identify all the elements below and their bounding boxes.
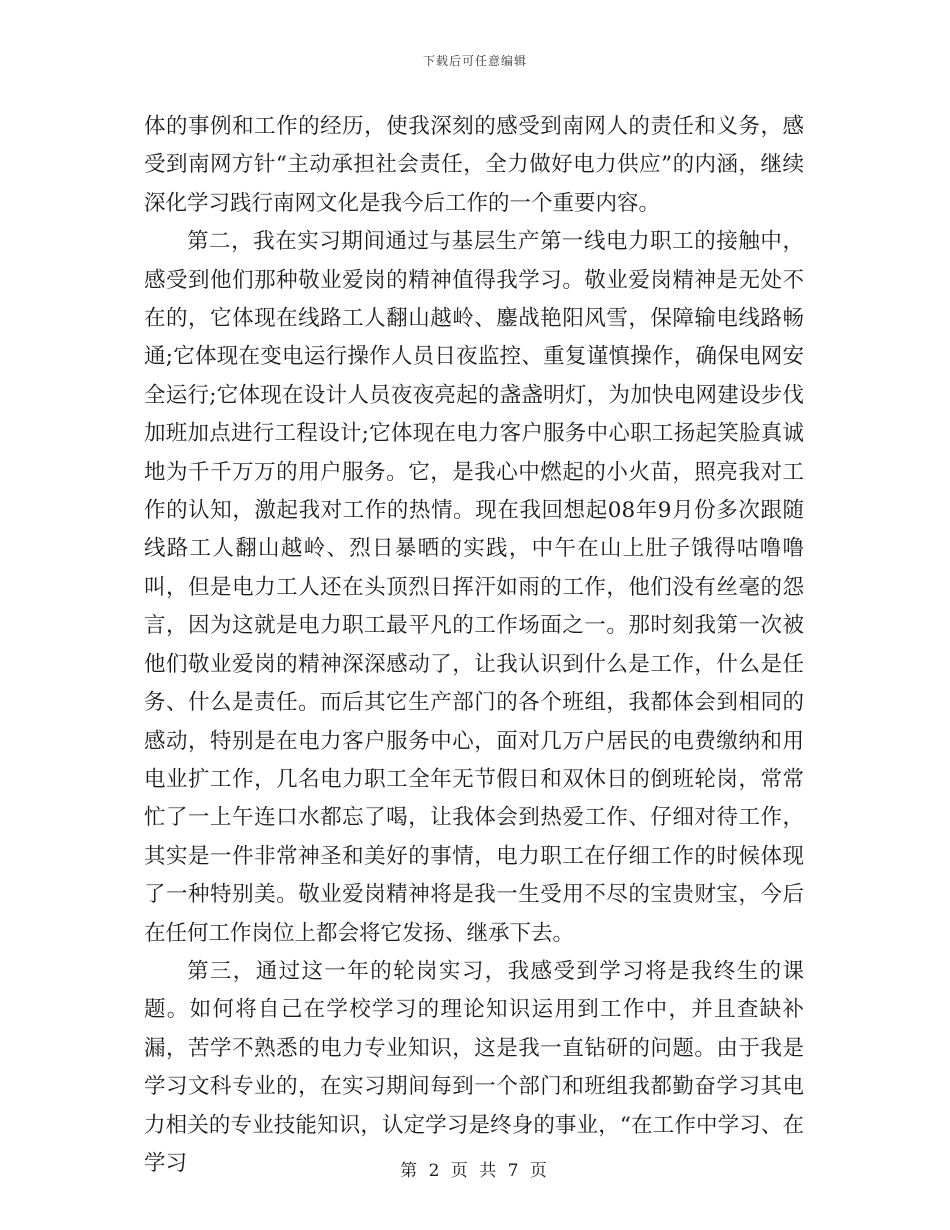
paragraph-third-point: 第三，通过这一年的轮岗实习，我感受到学习将是我终生的课题。如何将自己在学校学习的理论知识运用到工作中，并且查缺补漏，苦学不熟悉的电力专业知识，这是我一直钻研的问题。由于我是学习文科专业的，在实习期间每到一个部门和班组我都勤奋学习其电力相关的专业技能知识，认定学习是终身的事业，“在工作中学习、在学习 bbox=[144, 958, 804, 1176]
paragraph-second-point: 第二，我在实习期间通过与基层生产第一线电力职工的接触中，感受到他们那种敬业爱岗的精神值得我学习。敬业爱岗精神是无处不在的，它体现在线路工人翻山越岭、鏖战艳阳风雪，保障输电线路畅通;它体现在变电运行操作人员日夜监控、重复谨慎操作，确保电网安全运行;它体现在设计人员夜夜亮起的盏盏明灯，为加快电网建设步伐加班加点进行工程设计;它体现在电力客户服务中心职工扬起笑脸真诚地为千千万万的用户服务。它，是我心中燃起的小火苗，照亮我对工作的认知，激起我对工作的热情。现在我回想起08年9月份多次跟随线路工人翻山越岭、烈日暴晒的实践，中午在山上肚子饿得咕噜噜叫，但是电力工人还在头顶烈日挥汗如雨的工作，他们没有丝毫的怨言，因为这就是电力职工最平凡的工作场面之一。那时刻我第一次被他们敬业爱岗的精神深深感动了，让我认识到什么是工作，什么是任务、什么是责任。而后其它生产部门的各个班组，我都体会到相同的感动，特别是在电力客户服务中心，面对几万户居民的电费缴纳和用电业扩工作，几名电力职工全年无节假日和双休日的倒班轮岗，常常忙了一上午连口水都忘了喝，让我体会到热爱工作、仔细对待工作，其实是一件非常神圣和美好的事情，电力职工在仔细工作的时候体现了一种特别美。敬业爱岗精神将是我一生受用不尽的宝贵财宝，今后在任何工作岗位上都会将它发扬、继承下去。 bbox=[144, 229, 804, 946]
paragraph-continuation: 体的事例和工作的经历，使我深刻的感受到南网人的责任和义务，感受到南网方针“主动承担社会责任，全力做好电力供应”的内涵，继续深化学习践行南网文化是我今后工作的一个重要内容。 bbox=[144, 114, 804, 216]
page-footer: 第 2 页 共 7 页 bbox=[400, 1161, 550, 1181]
page-header: 下载后可任意编辑 bbox=[422, 54, 527, 68]
document-body bbox=[144, 108, 804, 1183]
